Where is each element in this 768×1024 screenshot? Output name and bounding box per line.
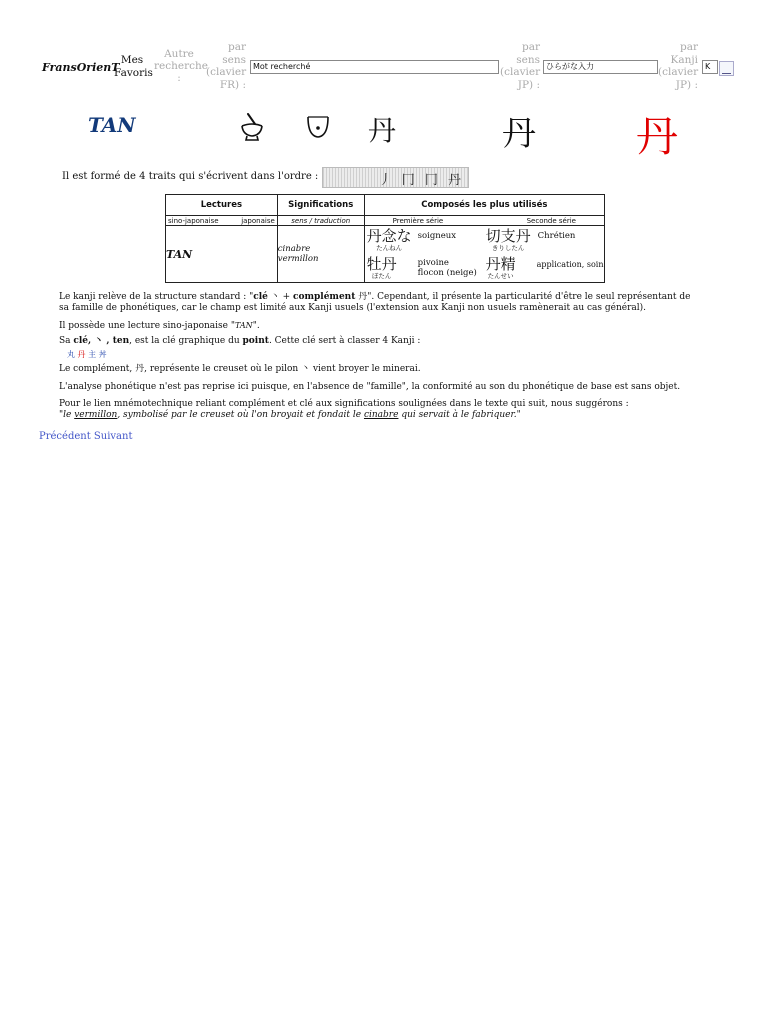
compound-kanji: 牡丹	[366, 255, 397, 273]
label-line: (clavier	[500, 66, 541, 78]
paragraph-structure	[59, 292, 699, 314]
search-fr-input[interactable]: Mot recherché	[250, 60, 499, 74]
reading-cell: TAN	[166, 226, 278, 283]
label-line: FR) :	[219, 78, 246, 91]
text: qui servait à le fabriquer.	[398, 410, 517, 420]
sub-serie2: Seconde série	[526, 216, 576, 225]
paragraph-reading	[59, 320, 699, 332]
compound-kanji: 切支丹	[485, 227, 531, 245]
label-line: par	[227, 41, 246, 53]
text: Il possède une lecture sino-japonaise "	[59, 321, 235, 331]
kanji-link[interactable]: 主	[88, 350, 97, 359]
paragraph-complement: Le complément, 丹, représente le creuset où le pilon 丶 vient broyer le minerai.	[59, 364, 421, 374]
favorites-line-1: Mes	[120, 54, 144, 66]
label-line: sens	[516, 53, 540, 66]
compound-item[interactable]	[485, 227, 576, 252]
header-composes: Composés les plus utilisés	[364, 195, 604, 216]
reading-term: TAN	[235, 321, 253, 330]
kanji-calligraphy: 丹	[368, 114, 397, 147]
strokes-label: Il est formé de 4 traits qui s'écrivent dans l'ordre :	[62, 171, 319, 182]
search-kanji-label	[658, 41, 698, 91]
stroke-sequence: 丿 冂 冂 丹	[378, 173, 464, 188]
kanji-reading: TAN	[88, 113, 136, 137]
stroke-order-image	[322, 167, 469, 188]
text: ".	[252, 321, 260, 331]
text: 丹". Cependant, il présente la particularité d'être le seul représentant de sa famille de phonétiques, car le champ est limité aux Kanji usuels (l'extension aux Kanji non usuels ramènerait au cas général).	[59, 292, 691, 313]
favorites-line-2: Favoris	[114, 67, 153, 79]
kanji-list	[67, 349, 107, 360]
compound-meaning: pivoine	[417, 258, 449, 268]
label-line: par	[679, 41, 698, 53]
sub-series	[364, 216, 604, 226]
paragraph-mnemonic-intro: Pour le lien mnémotechnique reliant complément et clé aux significations soulignées dans le texte qui suit, nous suggérons :	[59, 399, 629, 409]
compound-item[interactable]	[366, 255, 477, 280]
header-lectures: Lectures	[166, 195, 278, 216]
text: Le kanji relève de la structure standard : "	[59, 292, 254, 302]
compound-meaning: flocon (neige)	[417, 268, 477, 278]
compound-meaning: application, soin	[536, 260, 604, 269]
search-fr-label	[206, 41, 246, 91]
next-link[interactable]: Suivant	[93, 431, 133, 442]
key-term: clé	[253, 292, 268, 302]
other-line-2: recherche	[154, 60, 208, 72]
kanji-print: 丹	[502, 114, 536, 154]
text: . Cette clé sert à classer 4 Kanji :	[268, 336, 421, 346]
kanji-link[interactable]: 丸	[67, 350, 75, 359]
mnemonic-quote: "le vermillon, symbolisé par le creuset où l'on broyait et fondait le cinabre qui servait à le fabriquer."	[59, 410, 521, 420]
header-significations: Significations	[277, 195, 364, 216]
sub-lectures	[166, 216, 278, 226]
sub-sino: sino-japonaise	[168, 216, 219, 225]
pagination	[39, 431, 132, 442]
favorites-link[interactable]	[114, 54, 153, 80]
site-logo[interactable]: FransOrienT	[42, 61, 120, 74]
point-term: point	[242, 336, 269, 346]
search-kanji-input[interactable]: K	[702, 60, 718, 74]
compound-kana: きりしたん	[491, 244, 525, 252]
complement-term: complément	[292, 292, 356, 302]
label-line: (clavier	[658, 66, 699, 78]
paragraph-phonetic: L'analyse phonétique n'est pas reprise ici puisque, en l'absence de "famille", la conformité au son du phonétique de base est sans objet.	[59, 382, 681, 392]
search-jp-label	[500, 41, 540, 91]
sub-sens: sens / traduction	[277, 216, 364, 226]
text: , est la clé graphique du	[129, 336, 243, 346]
label-line: sens	[222, 53, 246, 66]
previous-link[interactable]: Précédent	[39, 431, 91, 442]
label-line: (clavier	[206, 66, 247, 78]
compound-kanji: 丹精	[485, 255, 516, 273]
other-line-1: Autre	[164, 48, 194, 60]
meaning-cell	[277, 226, 364, 283]
kanji-link[interactable]: 丼	[98, 350, 107, 359]
key-term: clé, 丶 , ten	[73, 336, 130, 346]
text: 丶 +	[267, 292, 293, 302]
label-line: JP) :	[517, 78, 540, 91]
label-line: par	[521, 41, 540, 53]
crucible-icon	[305, 114, 331, 140]
search-jp-input[interactable]: ひらがな入力	[543, 60, 658, 74]
compound-kana: たんねん	[376, 244, 403, 252]
compounds-cell	[364, 226, 604, 283]
paragraph-key	[59, 336, 699, 347]
compound-kana: たんせい	[487, 272, 514, 280]
meaning-1: cinabre	[277, 244, 311, 254]
text: , symbolisé par le creuset où l'on broyait et fondait le	[117, 410, 364, 420]
sub-jap: japonaise	[241, 216, 275, 225]
compound-kanji: 丹念な	[366, 227, 412, 245]
kanji-info-table	[165, 194, 605, 283]
mortar-pestle-icon	[238, 112, 266, 142]
text: le	[63, 410, 75, 420]
search-submit-icon[interactable]	[719, 61, 734, 76]
label-line: JP) :	[675, 78, 698, 91]
sub-serie1: Première série	[392, 216, 444, 225]
text: Sa	[59, 336, 74, 346]
underlined-meaning: cinabre	[363, 410, 399, 420]
meaning-2: vermillon	[277, 254, 319, 264]
other-search-label	[154, 48, 208, 84]
other-line-3: :	[177, 72, 181, 84]
compound-item[interactable]	[485, 255, 604, 280]
kanji-current: 丹	[77, 350, 86, 359]
kanji-red: 丹	[636, 112, 679, 161]
label-line: Kanji	[670, 53, 698, 66]
compound-kana: ぼたん	[371, 272, 392, 280]
compound-meaning: Chrétien	[537, 231, 576, 241]
compound-item[interactable]	[366, 227, 457, 252]
underlined-meaning: vermillon	[74, 410, 118, 420]
compound-meaning: soigneux	[417, 231, 457, 241]
